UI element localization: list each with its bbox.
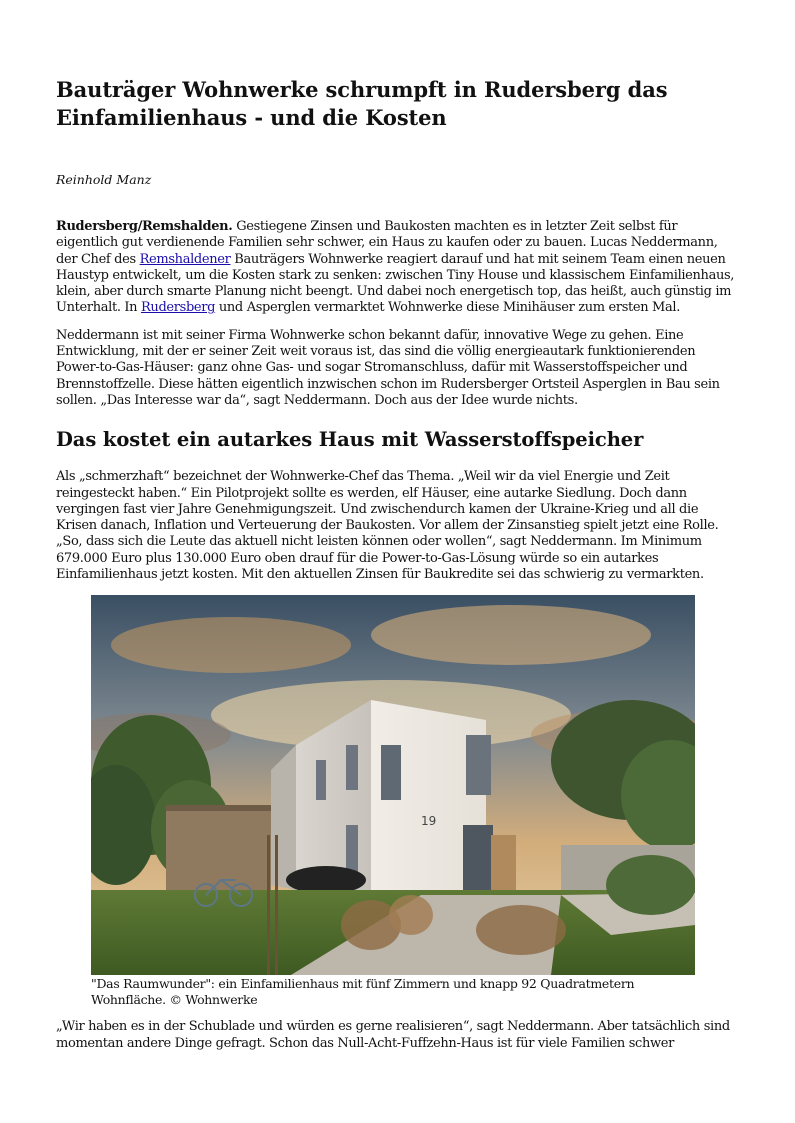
article [56,76,739,1052]
house-photo [91,595,695,975]
intro-text-1: Gestiegene Zinsen und Baukosten machten es in letzter Zeit selbst für eigentlich gut verdienende Familien sehr schwer, ein Haus zu kaufen oder zu bauen. Lucas Neddermann, der Chef des [56,219,718,267]
paragraph-intro [56,219,739,317]
link-rudersberg[interactable]: Rudersberg [140,300,216,316]
link-remshaldener[interactable]: Remshaldener [139,251,231,267]
paragraph-4: „Wir haben es in der Schublade und würden es gerne realisieren“, sagt Neddermann. Aber tatsächlich sind momentan andere Dinge gefragt. Schon das Null-Acht-Fuffzehn-Haus ist für viele Familien schwer [56,1019,730,1051]
paragraph-2: Neddermann ist mit seiner Firma Wohnwerke schon bekannt dafür, innovative Wege zu gehen. Eine Entwicklung, mit der er seiner Zeit weit voraus ist, das sind die völlig energieautark funktionierenden Power-to-Gas-Häuser: ganz ohne Gas- und sogar Stromanschluss, dafür mit Wasserstoffspeicher und Brennstoffzelle. Diese hätten eigentlich inzwischen schon im Rudersberger Ortsteil Asperglen in Bau sein sollen. „Das Interesse war da“, sagt Neddermann. Doch aus der Idee wurde nichts. [56,327,720,408]
intro-text-3: und Asperglen vermarktet Wohnwerke diese Minihäuser zum ersten Mal. [215,300,681,316]
figure-caption: "Das Raumwunder": ein Einfamilienhaus mit fünf Zimmern und knapp 92 Quadratmetern Wohnfläche. © Wohnwerke [91,976,635,1008]
article-title: Bauträger Wohnwerke schrumpft in Rudersberg das Einfamilienhaus - und die Kosten [56,77,668,130]
subheading: Das kostet ein autarkes Haus mit Wasserstoffspeicher [56,428,644,452]
house-number: 19 [421,814,437,829]
paragraph-3: Als „schmerzhaft“ bezeichnet der Wohnwerke-Chef das Thema. „Weil wir da viel Energie und Zeit reingesteckt haben.“ Ein Pilotprojekt sollte es werden, elf Häuser, eine autarke Siedlung. Doch dann vergingen fast vier Jahre Genehmigungszeit. Und zwischendurch kamen der Ukraine-Krieg und all die Krisen danach, Inflation und Verteuerung der Baukosten. Vor allem der Zinsanstieg spielt jetzt eine Rolle. „So, dass sich die Leute das aktuell nicht leisten können oder wollen“, sagt Neddermann. Im Minimum 679.000 Euro plus 130.000 Euro oben drauf für die Power-to-Gas-Lösung würde so ein autarkes Einfamilienhaus jetzt kosten. Mit den aktuellen Zinsen für Baukredite sei das schwierig zu vermarkten. [56,469,719,583]
dateline: Rudersberg/Remshalden. [56,219,233,234]
figure [91,595,695,1008]
author-byline: Reinhold Manz [56,172,152,187]
intro-text-2: Bauträgers Wohnwerke reagiert darauf und hat mit seinem Team einen neuen Haustyp entwickelt, um die Kosten stark zu senken: zwischen Tiny House und klassischem Einfamilienhaus, klein, aber durch smarte Planung nicht beengt. Und dabei noch energetisch top, das heißt, auch günstig im Unterhalt. In [56,251,735,316]
